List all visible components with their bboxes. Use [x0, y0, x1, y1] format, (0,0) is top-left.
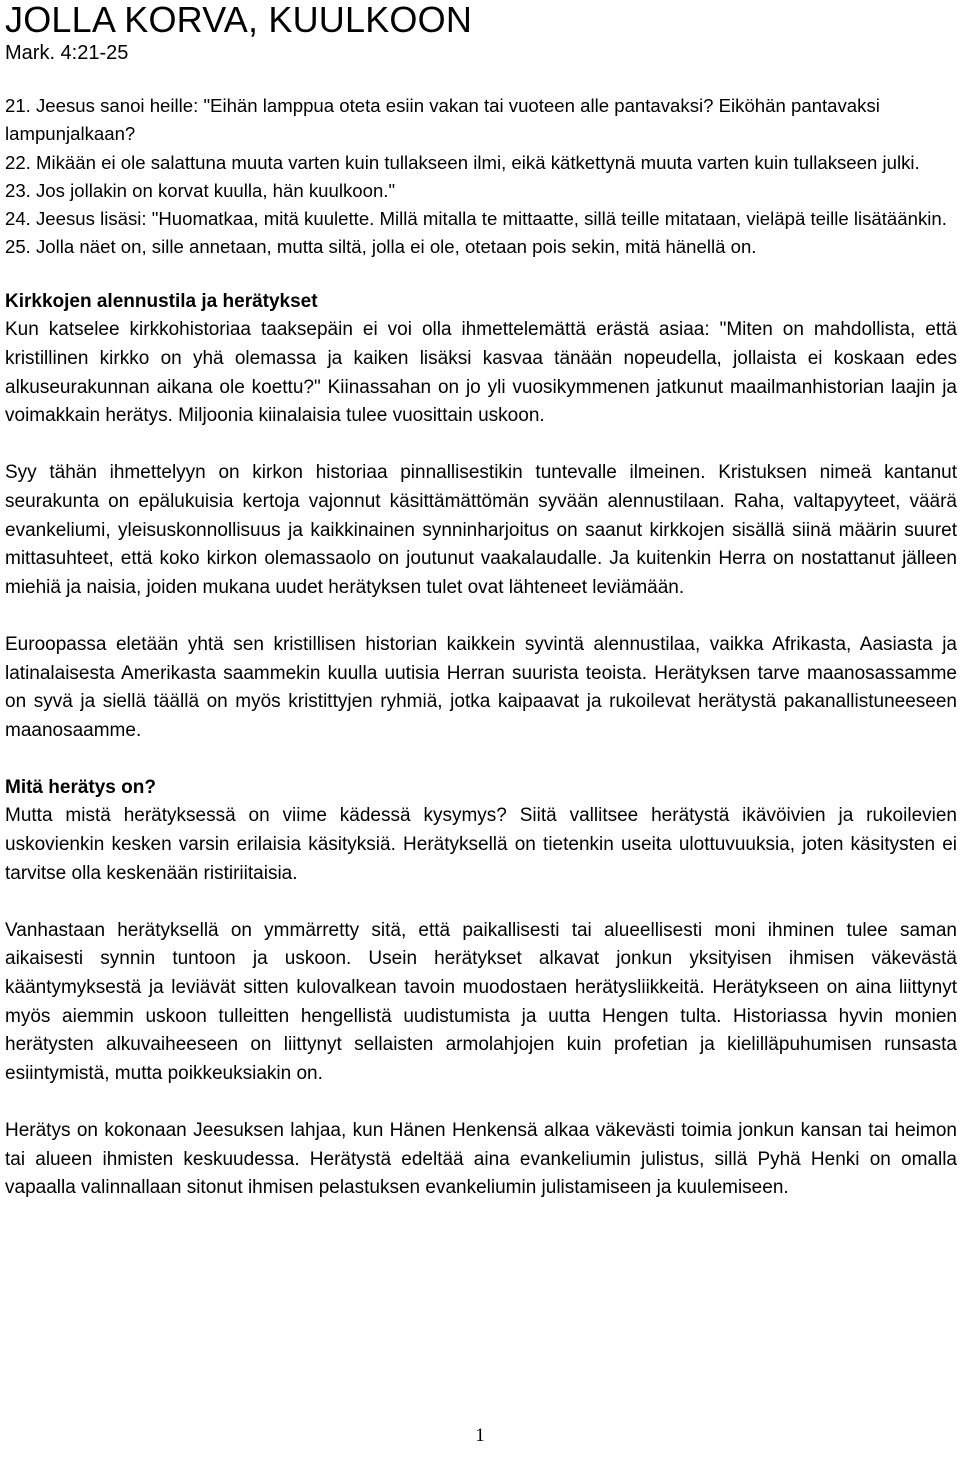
- paragraph: Kun katselee kirkkohistoriaa taaksepäin ei voi olla ihmettelemättä erästä asiaa: "Miten on mahdollista, että kristillinen kirkko on yhä olemassa ja kaiken lisäksi kasvaa tänään nopeudella, jollaista ei koskaan edes alkuseurakunnan aikana ole koettu?" Kiinassahan on jo yli vuosikymmenen jatkunut maailmanhistorian laajin ja voimakkain herätys. Miljoonia kiinalaisia tulee vuosittain uskoon.: [5, 319, 957, 427]
- verse-24: 24. Jeesus lisäsi: "Huomatkaa, mitä kuulette. Millä mitalla te mittaatte, sillä teille mitataan, vieläpä teille lisätäänkin.: [5, 208, 947, 230]
- verse-22: 22. Mikään ei ole salattuna muuta varten kuin tullakseen ilmi, eikä kätkettynä muuta varten kuin tullakseen julki.: [5, 151, 920, 173]
- page-title: JOLLA KORVA, KUULKOON: [5, 0, 473, 40]
- verse-25: 25. Jolla näet on, sille annetaan, mutta siltä, jolla ei ole, otetaan pois sekin, mitä hänellä on.: [5, 236, 757, 258]
- paragraph: Syy tähän ihmettelyyn on kirkon historiaa pinnallisestikin tuntevalle ilmeinen. Kristuksen nimeä kantanut seurakunta on epälukuisia kertoja vajonnut käsittämättömän syvään alennustilaan. Raha, valtapyyteet, väärä evankeliumi, yleisuskonnollisuus ja kaikkinainen synninharjoitus on saanut kirkkojen sisällä siinä määrin suuret mittasuhteet, että koko kirkon olemassaolo on joutunut vaakalaudalle. Ja kuitenkin Herra on nostattanut jälleen miehiä ja naisia, joiden mukana uudet herätyksen tulet ovat lähteneet leviämään.: [5, 462, 957, 598]
- verse-list: [5, 92, 957, 262]
- scripture-reference: Mark. 4:21-25: [5, 42, 129, 64]
- page-number: 1: [475, 1425, 485, 1446]
- paragraph: Mutta mistä herätyksessä on viime kädessä kysymys? Siitä vallitsee herätystä ikävöivien ja rukoilevien uskovienkin kesken varsin erilaisia käsityksiä. Herätyksellä on tietenkin useita ulottuvuuksia, joten käsitysten ei tarvitse olla keskenään ristiriitaisia.: [5, 805, 957, 884]
- section-heading: Kirkkojen alennustila ja herätykset: [5, 290, 318, 312]
- verse-23: 23. Jos jollakin on korvat kuulla, hän kuulkoon.": [5, 179, 396, 201]
- section-heading: Mitä herätys on?: [5, 776, 156, 798]
- paragraph: Vanhastaan herätyksellä on ymmärretty sitä, että paikallisesti tai alueellisesti moni ihminen tulee saman aikaisesti synnin tuntoon ja uskoon. Usein herätykset alkavat jonkun yksityisen ihmisen väkevästä kääntymyksestä ja leviävät sitten kulovalkean tavoin muodostaen herätysliikkeitä. Herätykseen on aina liittynyt myös aiemmin uskoon tulleitten hengellistä uudistumista ja uutta Hengen tulta. Historiassa hyvin monien herätysten alkuvaiheeseen on liittynyt sellaisten armolahjojen kuin profetian ja kielilläpuhumisen runsasta esiintymistä, mutta poikkeuksiakin on.: [5, 919, 957, 1084]
- paragraph: Euroopassa eletään yhtä sen kristillisen historian kaikkein syvintä alennustilaa, vaikka Afrikasta, Aasiasta ja latinalaisesta Amerikasta saammekin kuulla uutisia Herran suurista teoista. Herätyksen tarve maanosassamme on syvä ja siellä täällä on myös kristittyjen ryhmiä, jotka kaipaavat ja rukoilevat herätystä pakanallistuneeseen maanosaamme.: [5, 633, 957, 741]
- section-church-decline: [5, 288, 957, 746]
- verse-21: 21. Jeesus sanoi heille: "Eihän lamppua oteta esiin vakan tai vuoteen alle pantavaksi? Eiköhän pantavaksi lampunjalkaan?: [5, 95, 880, 145]
- paragraph: Herätys on kokonaan Jeesuksen lahjaa, kun Hänen Henkensä alkaa väkevästi toimia jonkun kansan tai heimon tai alueen ihmisten keskuudessa. Herätystä edeltää aina evankeliumin julistus, sillä Pyhä Henki on omalla vapaalla valinnallaan sitonut ihmisen pelastuksen evankeliumin julistamiseen ja kuulemiseen.: [5, 1120, 957, 1199]
- section-what-is-revival: [5, 774, 957, 1203]
- document-page: [5, 0, 957, 1203]
